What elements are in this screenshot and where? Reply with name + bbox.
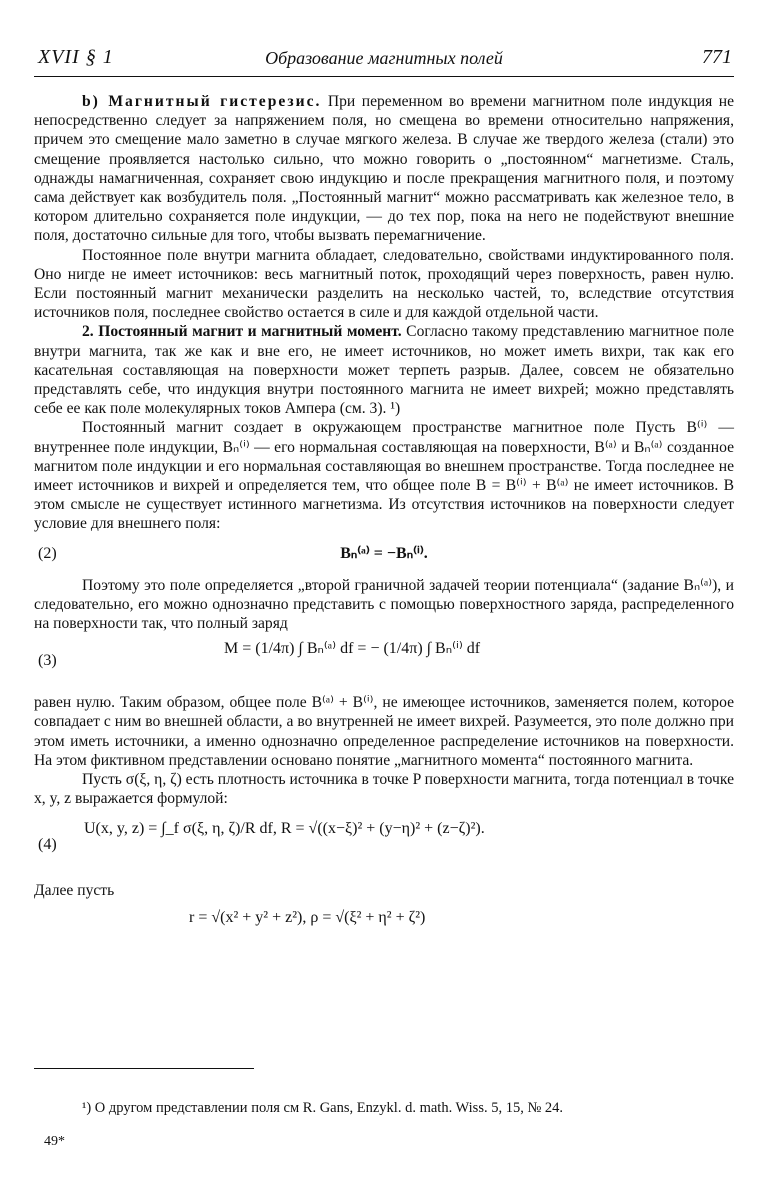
equation-formula: U(x, y, z) = ∫_f σ(ξ, η, ζ)/R df, R = √((x−ξ)² + (y−η)² + (z−ζ)²).: [84, 819, 485, 837]
paragraph-constant-field: Постоянное поле внутри магнита обладает, следовательно, свойствами индуктированного поля. Оно нигде не имеет источников: весь магнитный поток, проходящий через поверхность, равен нулю. Если постоянный магнит механически разделить на несколько частей, то, вследствие отсутствия источников поля, последнее свойство остается в силе и для каждой отдельной части.: [34, 246, 734, 322]
header-title: Образование магнитных полей: [265, 48, 503, 68]
paragraph-text: При переменном во времени магнитном поле индукция не непосредственно следует за напряжением поля, но смещена во времени относительно напряжения, причем это смещение мало заметно в случае мягкого железа. В случае же твердого железа (стали) это смещение проявляется настолько сильно, что можно говорить о „постоянном“ магнетизме. Сталь, однажды намагниченная, сохраняет свою индукцию и после прекращения магнитного поля, и поэтому сама действует как возбудитель поля. „Постоянный магнит“ можно рассматривать как железное тело, в котором длительно сохраняется поле индукции, — до тех пор, пока на него не подействуют внешние поля, достаточно сильные для того, чтобы вызвать перемагничение.: [34, 93, 734, 245]
equation-4: [34, 809, 734, 881]
equation-formula: M = (1/4π) ∫ Bₙ⁽ᵃ⁾ df = − (1/4π) ∫ Bₙ⁽ⁱ⁾ df: [224, 640, 481, 658]
equation-formula: Bₙ⁽ᵃ⁾ = −Bₙ⁽ⁱ⁾.: [340, 544, 428, 562]
page-number: 771: [702, 46, 732, 68]
paragraph-source-density: Пусть σ(ξ, η, ζ) есть плотность источника в точке P поверхности магнита, тогда потенциал в точке x, y, z выражается формулой:: [34, 771, 734, 808]
paragraph-fields: Постоянный магнит создает в окружающем пространстве магнитное поле Пусть B⁽ⁱ⁾ — внутреннее поле индукции, Bₙ⁽ⁱ⁾ — его нормальная составляющая на поверхности, B⁽ᵃ⁾ и Bₙ⁽ᵃ⁾ созданное магнитом поле индукции и его нормальная составляющая во внешнем пространстве. Тогда последнее не имеет источников и вихрей и определяется тем, что общее поле B = B⁽ⁱ⁾ + B⁽ᵃ⁾ не имеет источников. В этом смысле не существует истинного магнетизма. Из отсутствия источников на поверхности следует условие для внешнего поля:: [34, 419, 734, 533]
equation-2: [34, 534, 734, 576]
section-heading-hysteresis: b) Магнитный гистерезис.: [82, 93, 322, 110]
footnote: ¹) О другом представлении поля см R. Gans, Enzykl. d. math. Wiss. 5, 15, № 24.: [82, 1100, 564, 1116]
body-text: [34, 92, 734, 940]
equation-number: (4): [38, 835, 57, 853]
equation-formula: r = √(x² + y² + z²), ρ = √(ξ² + η² + ζ²): [189, 908, 426, 926]
header-chapter: XVII § 1: [38, 46, 114, 68]
equation-3: [34, 633, 734, 693]
running-header: [34, 42, 734, 77]
section-heading-moment: 2. Постоянный магнит и магнитный момент.: [82, 323, 402, 341]
equation-number: (3): [38, 652, 57, 670]
paragraph-total-field: равен нулю. Таким образом, общее поле B⁽ᵃ⁾ + B⁽ⁱ⁾, не имеющее источников, заменяется полем, которое совпадает с ним во внешней области, а во внутренней не имеет вихрей. Разумеется, это поле должно при этом иметь источники, а именно однозначно определенное распределение источников на поверхности. На этом фиктивном представлении основано понятие „магнитного момента“ постоянного магнита.: [34, 694, 734, 769]
paragraph-potential: Поэтому это поле определяется „второй граничной задачей теории потенциала“ (задание Bₙ⁽ᵃ⁾), и следовательно, его можно однозначно представить с помощью поверхностного заряда, распределенного на поверхности так, что полный заряд: [34, 576, 734, 633]
equation-5: [34, 900, 734, 940]
equation-number: (2): [38, 544, 57, 562]
paragraph-magnetic-moment: [34, 322, 734, 418]
signature-mark: 49*: [44, 1134, 65, 1149]
paragraph-text: Согласно такому представлению магнитное поле внутри магнита, так же как и вне его, не имеет источников, но может иметь вихри, так как его касательная составляющая на поверхности может терпеть разрыв. Далее, совсем не обязательно представлять себе, что индукция внутри постоянного магнита не имеет вихрей; можно представлять себе ее как поле молекулярных токов Ампера (см. 3). ¹): [34, 323, 734, 418]
footnote-rule: [34, 1068, 254, 1069]
paragraph-further: Далее пусть: [34, 881, 115, 899]
page: [34, 0, 734, 1200]
paragraph-hysteresis: [34, 92, 734, 246]
